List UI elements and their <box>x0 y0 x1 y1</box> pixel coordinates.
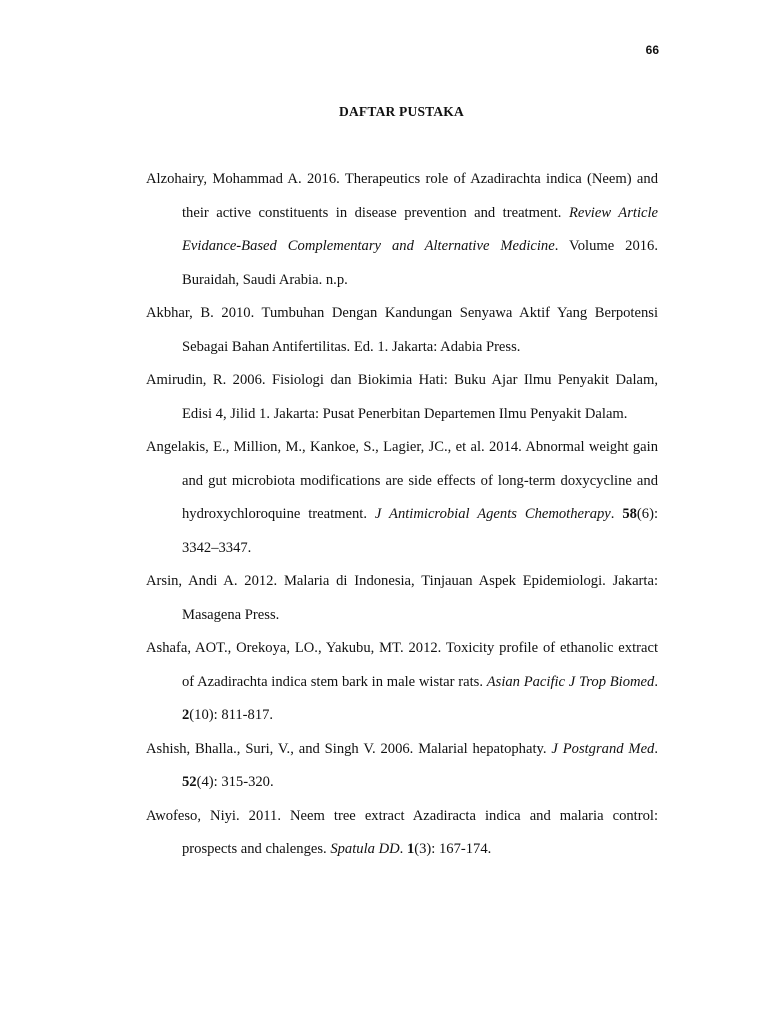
page-number: 66 <box>645 43 659 57</box>
reference-journal: Review Article Evidance-Based Complementary and Alternative Medicine <box>182 204 659 254</box>
reference-entry <box>146 364 658 431</box>
reference-text: Awofeso, Niyi. 2011. Neem tree extract Azadiracta indica and malaria control: prospects and chalenges. <box>146 807 658 857</box>
reference-volume: 2 <box>182 707 190 723</box>
reference-separator: . <box>654 740 658 757</box>
reference-text-tail: (10): 811-817. <box>189 707 274 723</box>
reference-entry <box>146 565 658 632</box>
reference-text: Ashafa, AOT., Orekoya, LO., Yakubu, MT. 2012. Toxicity profile of ethanolic extract of Azadirachta indica stem bark in male wistar rats. <box>146 640 658 690</box>
reference-separator: . <box>399 841 407 857</box>
reference-journal: Asian Pacific J Trop Biomed <box>486 673 655 690</box>
reference-text: Akbhar, B. 2010. Tumbuhan Dengan Kandungan Senyawa Aktif Yang Berpotensi Sebagai Bahan Antifertilitas. Ed. 1. Jakarta: Adabia Press. <box>146 305 658 355</box>
reference-text-tail: . Volume 2016. Buraidah, Saudi Arabia. n.p. <box>182 238 659 288</box>
reference-entry <box>146 431 658 565</box>
reference-entry <box>146 733 658 800</box>
reference-journal: Spatula DD <box>330 841 400 857</box>
reference-journal: J Antimicrobial Agents Chemotherapy <box>374 506 611 522</box>
reference-text-tail: (6): 3342–3347. <box>182 506 658 556</box>
reference-journal: J Postgrand Med <box>551 740 655 757</box>
reference-entry <box>146 800 658 867</box>
reference-text: Angelakis, E., Million, M., Kankoe, S., Lagier, JC., et al. 2014. Abnormal weight gain and gut microbiota modifications are side effects of long-term doxycycline and hydroxychloroquine treatment. <box>146 439 658 522</box>
reference-text-tail: (3): 167-174. <box>414 841 492 857</box>
reference-text: Ashish, Bhalla., Suri, V., and Singh V. 2006. Malarial hepatophaty. <box>146 740 552 757</box>
reference-list <box>146 163 658 867</box>
reference-volume: 1 <box>406 841 415 857</box>
reference-separator: . <box>610 506 623 522</box>
reference-text: Arsin, Andi A. 2012. Malaria di Indonesia, Tinjauan Aspek Epidemiologi. Jakarta: Masagena Press. <box>146 573 658 623</box>
reference-volume: 58 <box>622 506 637 522</box>
reference-volume: 52 <box>182 774 197 790</box>
reference-text: Alzohairy, Mohammad A. 2016. Therapeutics role of Azadirachta indica (Neem) and their active constituents in disease prevention and treatment. <box>146 171 658 221</box>
reference-text: Amirudin, R. 2006. Fisiologi dan Biokimia Hati: Buku Ajar Ilmu Penyakit Dalam, Edisi 4, Jilid 1. Jakarta: Pusat Penerbitan Departemen Ilmu Penyakit Dalam. <box>146 372 658 422</box>
reference-text-tail: (4): 315-320. <box>196 774 274 790</box>
page-title: DAFTAR PUSTAKA <box>339 104 464 119</box>
reference-entry <box>146 163 658 297</box>
reference-entry <box>146 632 658 733</box>
reference-entry <box>146 297 658 364</box>
reference-separator: . <box>654 673 658 690</box>
